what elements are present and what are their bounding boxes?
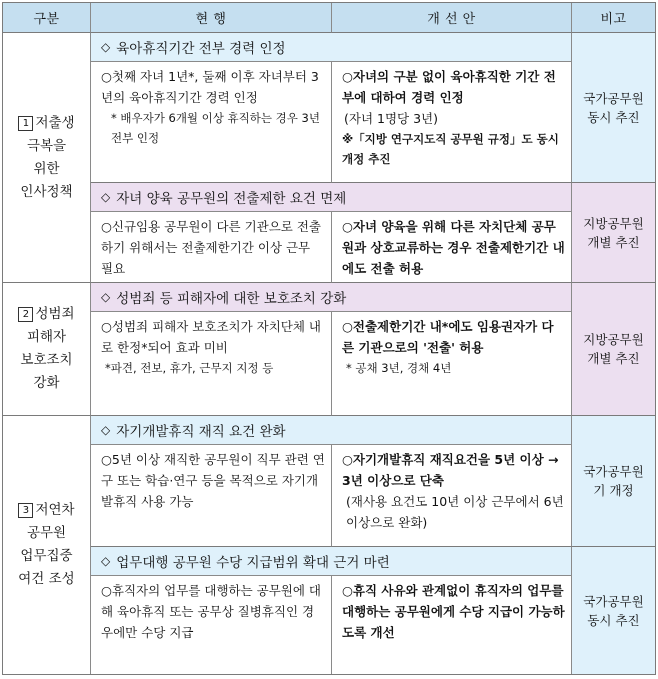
diamond-icon: ◇ (101, 423, 111, 437)
improved-text: ○자녀 양육을 위해 다른 자치단체 공무원과 상호교류하는 경우 전출제한기간 내에도 전출 허용 (342, 219, 565, 276)
category-3 (3, 416, 91, 674)
remark-cell (572, 547, 655, 674)
current-cell (91, 212, 332, 283)
section-title (91, 183, 572, 212)
diamond-icon: ◇ (101, 40, 111, 54)
category-line: 공무원 (26, 525, 67, 541)
category-line: 인사정책 (20, 183, 73, 200)
current-note: *파견, 전보, 휴가, 근무지 지정 등 (105, 361, 274, 375)
improved-text: ○전출제한기간 내*에도 임용권자가 다른 기관으로의 '전출' 허용 (342, 319, 554, 355)
improved-sub: (재사용 요건도 10년 이상 근무에서 6년 이상으로 완화) (346, 494, 564, 530)
current-cell (91, 576, 332, 674)
section-title-text: 육아휴직기간 전부 경력 인정 (116, 41, 286, 57)
header-remark: 비고 (572, 3, 655, 33)
current-text: ○5년 이상 재직한 공무원이 직무 관련 연구 또는 학습·연구 등을 목적으로 자기개발휴직 사용 가능 (101, 452, 325, 509)
remark-cell (572, 33, 655, 183)
diamond-icon: ◇ (101, 554, 111, 568)
category-line: 극복을 (26, 137, 67, 154)
remark-line: 개별 추진 (587, 351, 640, 366)
header-improved: 개 선 안 (332, 3, 572, 33)
section-title-text: 자녀 양육 공무원의 전출제한 요건 면제 (116, 191, 347, 207)
diamond-icon: ◇ (101, 190, 111, 204)
section-title (91, 33, 572, 62)
current-cell (91, 312, 332, 416)
improved-cell (332, 445, 572, 547)
section-title-text: 자기개발휴직 재직 요건 완화 (116, 424, 286, 440)
improved-text: ○자녀의 구분 없이 육아휴직한 기간 전부에 대하여 경력 인정 (342, 69, 556, 105)
section-title (91, 416, 572, 445)
remark-line: 동시 추진 (587, 109, 640, 125)
improved-cell (332, 62, 572, 183)
remark-line: 동시 추진 (587, 612, 640, 628)
remark-line: 지방공무원 (583, 332, 644, 347)
category-line: 강화 (33, 375, 60, 391)
remark-line: 국가공무원 (583, 593, 644, 609)
diamond-icon: ◇ (101, 290, 111, 304)
category-number: 2 (18, 307, 33, 322)
remark-line: 기 개정 (593, 483, 634, 498)
remark-line: 개별 추진 (587, 234, 640, 250)
remark-line: 지방공무원 (583, 215, 644, 231)
category-line: 저연차 (35, 502, 75, 518)
category-line: 위한 (33, 160, 60, 177)
category-2 (3, 283, 91, 416)
current-cell (91, 62, 332, 183)
current-text: ○첫째 자녀 1년*, 둘째 이후 자녀부터 3년의 육아휴직기간 경력 인정 (101, 69, 319, 105)
current-text: ○휴직자의 업무를 대행하는 공무원에 대해 육아휴직 또는 공무상 질병휴직인 경우에만 수당 지급 (101, 583, 322, 640)
category-line: 저출생 (35, 114, 75, 131)
improved-text: ○자기개발휴직 재직요건을 5년 이상 → 3년 이상으로 단축 (342, 452, 559, 488)
category-number: 1 (18, 116, 33, 131)
header-category: 구분 (3, 3, 91, 33)
section-title-text: 성범죄 등 피해자에 대한 보호조치 강화 (116, 291, 347, 307)
remark-cell (572, 283, 655, 416)
current-text: ○신규임용 공무원이 다른 기관으로 전출하기 위해서는 전출제한기간 이상 근무 필요 (101, 219, 322, 276)
category-line: 업무집중 (20, 548, 73, 564)
header-current: 현 행 (91, 3, 332, 33)
category-line: 피해자 (26, 329, 67, 345)
improved-text: ○휴직 사유와 관계없이 휴직자의 업무를 대행하는 공무원에게 수당 지급이 가능하도록 개선 (342, 583, 565, 640)
improved-cell (332, 312, 572, 416)
current-cell (91, 445, 332, 547)
improved-cell (332, 212, 572, 283)
category-line: 여건 조성 (18, 571, 75, 587)
category-number: 3 (18, 503, 33, 518)
improved-sub: (자녀 1명당 3년) (344, 111, 438, 126)
remark-line: 국가공무원 (583, 464, 644, 479)
remark-cell (572, 416, 655, 547)
improved-note: ※「지방 연구지도직 공무원 규정」도 동시 개정 추진 (342, 132, 559, 166)
reform-table (2, 2, 656, 675)
remark-line: 국가공무원 (583, 90, 644, 106)
improved-cell (332, 576, 572, 674)
section-title (91, 547, 572, 576)
remark-cell (572, 183, 655, 283)
category-1 (3, 33, 91, 283)
section-title (91, 283, 572, 312)
current-text: ○성범죄 피해자 보호조치가 자치단체 내로 한정*되어 효과 미비 (101, 319, 322, 355)
section-title-text: 업무대행 공무원 수당 지급범위 확대 근거 마련 (116, 555, 390, 571)
improved-note: * 공채 3년, 경채 4년 (346, 361, 452, 375)
current-note: * 배우자가 6개월 이상 휴직하는 경우 3년 전부 인정 (111, 111, 320, 145)
category-line: 보호조치 (20, 352, 73, 368)
category-line: 성범죄 (35, 306, 75, 322)
